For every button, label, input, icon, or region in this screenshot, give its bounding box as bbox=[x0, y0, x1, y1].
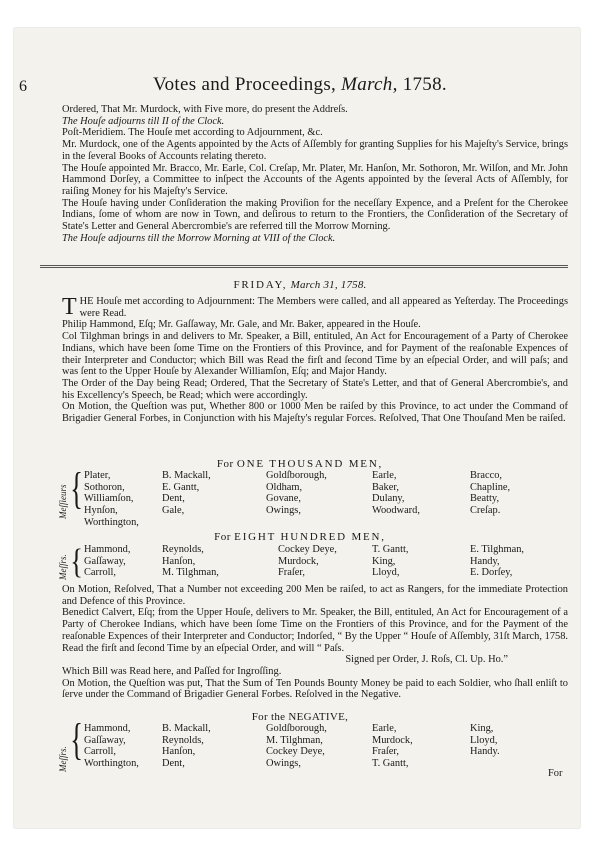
member-name: Dulany, bbox=[372, 493, 405, 505]
member-name: Carroll, bbox=[84, 746, 117, 758]
vote-column bbox=[372, 470, 420, 517]
vote-column bbox=[84, 470, 139, 529]
member-name: Owings, bbox=[266, 758, 301, 770]
paragraph: On Motion, the Queſtion was put, Whether 800 or 1000 Men be raiſed by this Province, to act under the Command of Brigadier General Forbes, in Conjunction with his Majeſty's regular Forces. Reſolved, That One Thouſand Men be raiſed. bbox=[62, 401, 568, 425]
paragraph: The Houſe adjourns till the Morrow Morning at VIII of the Clock. bbox=[62, 232, 336, 244]
member-name: Murdock, bbox=[372, 734, 413, 746]
vote-column bbox=[266, 723, 327, 770]
member-name: Fraſer, bbox=[278, 567, 305, 579]
vote-label: Meſſrs. bbox=[58, 554, 68, 580]
vote-heading-text: ONE THOUSAND MEN, bbox=[236, 458, 384, 470]
member-name: M. Tilghman, bbox=[162, 567, 219, 579]
member-name: King, bbox=[470, 723, 494, 734]
paragraph bbox=[62, 296, 568, 319]
member-name: Dent, bbox=[162, 493, 185, 505]
member-name: Lloyd, bbox=[372, 567, 400, 579]
drop-cap: T bbox=[62, 294, 77, 320]
vote-column bbox=[470, 470, 510, 517]
member-name: Carroll, bbox=[84, 567, 117, 579]
vote-heading-negative: For the NEGATIVE, bbox=[251, 711, 349, 723]
friday-section bbox=[62, 296, 568, 425]
member-name: Worthington, bbox=[84, 516, 139, 528]
paragraph: Philip Hammond, Eſq; Mr. Gaſſaway, Mr. Gale, and Mr. Baker, appeared in the Houſe. bbox=[62, 319, 421, 331]
top-section bbox=[62, 104, 568, 244]
title-text: Votes and Proceedings, bbox=[153, 74, 337, 95]
member-name: Lloyd, bbox=[470, 734, 498, 746]
paragraph: The Houſe having under Conſideration the making Proviſion for the neceſſary Expence, and a Preſent for the Cherokee Indians, ſome of whom are now in Town, and deſirous to return to the Frontiers, the Conſideration of the Secretary of State's Letter and General Abercrombie's are referred till the Morrow Morning. bbox=[62, 197, 568, 233]
vote-heading-text: EIGHT HUNDRED MEN, bbox=[234, 531, 386, 543]
member-name: Reynolds, bbox=[162, 544, 204, 555]
catchword: For bbox=[548, 768, 563, 779]
title-month: March, bbox=[341, 74, 398, 95]
member-name: Handy. bbox=[470, 746, 500, 758]
page-title bbox=[0, 74, 600, 96]
brace-icon: { bbox=[70, 715, 83, 764]
paragraph: The Houſe adjourns till II of the Clock. bbox=[62, 115, 225, 127]
vote-label: Meſſieurs bbox=[58, 484, 68, 519]
member-name: E. Gantt, bbox=[162, 481, 200, 493]
member-name: Fraſer, bbox=[372, 746, 399, 758]
vote-column bbox=[266, 470, 327, 517]
member-name: M. Tilghman, bbox=[266, 734, 323, 746]
member-name: B. Mackall, bbox=[162, 470, 211, 481]
member-name: Hammond, bbox=[84, 544, 131, 555]
member-name: Gale, bbox=[162, 505, 185, 517]
member-name: Goldſborough, bbox=[266, 470, 327, 481]
section-divider bbox=[40, 265, 568, 268]
paragraph: On Motion, the Queſtion was put, That the Sum of Ten Pounds Bounty Money be paid to each Soldier, who ſhall enliſt to ſerve under the Command of Brigadier General Forbes. Reſolved in the Negative. bbox=[62, 677, 568, 701]
member-name: B. Mackall, bbox=[162, 723, 211, 734]
member-name: Earle, bbox=[372, 723, 397, 734]
page-number: 6 bbox=[19, 78, 27, 95]
member-name: Earle, bbox=[372, 470, 397, 481]
vote-column bbox=[84, 544, 130, 579]
paragraph: The Order of the Day being Read; Ordered, That the Secretary of State's Letter, and that of General Abercrombie's, and his Excellency's Speech, be Read; which were accordingly. bbox=[62, 377, 568, 401]
paragraph: Benedict Calvert, Eſq; from the Upper Houſe, delivers to Mr. Speaker, the Bill, entituled, An Act for Encouragement of a Party of Cherokee Indians, which have been ſome Time on the Frontiers of this Province, and for the Payment of the reaſonable Expences of their Interpreter and Conductor; Indorſed, “ By the Upper “ Houſe of Aſſembly, 31ſt March, 1758. Read the firſt and ſecond Time by an eſpecial Order, and will “ Paſs. bbox=[62, 607, 568, 654]
middle-section bbox=[62, 584, 568, 701]
vote-column bbox=[162, 723, 211, 770]
paragraph: Which Bill was Read here, and Paſſed for Ingroſſing. bbox=[62, 665, 282, 677]
paragraph: Col Tilghman brings in and delivers to Mr. Speaker, a Bill, entituled, An Act for Encouragement of a Party of Cherokee Indians, which have been ſome Time on the Frontiers of this Province, and for Payment of the reaſonable Expences of their Interpreter and Conductor; which Bill was Read the firſt and ſecond Time by an eſpecial Order, and will paſs; and was ſent to the Upper Houſe by Alexander Williamſon, Eſq; and Major Handy. bbox=[62, 331, 568, 378]
day-date: March 31, 1758. bbox=[290, 279, 367, 291]
day-name: FRIDAY, bbox=[233, 279, 288, 291]
member-name: Sothoron, bbox=[84, 481, 125, 493]
paragraph: Poſt-Meridiem. The Houſe met according to Adjournment, &c. bbox=[62, 127, 323, 139]
member-name: E. Tilghman, bbox=[470, 544, 524, 555]
member-name: Cockey Deye, bbox=[278, 544, 337, 555]
vote-column bbox=[162, 470, 211, 517]
member-name: Hammond, bbox=[84, 723, 131, 734]
title-year: 1758. bbox=[402, 74, 447, 95]
day-heading bbox=[0, 279, 600, 291]
member-name: Hanſon, bbox=[162, 746, 196, 758]
vote-column bbox=[162, 544, 219, 579]
brace-icon: { bbox=[70, 464, 83, 513]
vote-column bbox=[470, 544, 524, 579]
member-name: E. Dorſey, bbox=[470, 567, 513, 579]
vote-column bbox=[278, 544, 337, 579]
vote-column bbox=[84, 723, 139, 770]
member-name: Beatty, bbox=[470, 493, 500, 505]
member-name: T. Gantt, bbox=[372, 544, 409, 555]
brace-icon: { bbox=[70, 542, 83, 582]
vote-label: Meſſrs. bbox=[58, 746, 68, 772]
member-name: Dent, bbox=[162, 758, 185, 770]
member-name: Hanſon, bbox=[162, 555, 196, 567]
member-name: Gaſſaway, bbox=[84, 555, 126, 567]
member-name: King, bbox=[372, 555, 396, 567]
vote-heading-prefix: For bbox=[216, 458, 234, 470]
vote-heading-thousand bbox=[0, 458, 600, 470]
member-name: Handy, bbox=[470, 555, 500, 567]
paragraph-text: HE Houſe met according to Adjournment: The Members were called, and all appeared as Yeſterday. The Proceedings were Read. bbox=[79, 296, 568, 319]
member-name: Chapline, bbox=[470, 481, 511, 493]
member-name: Govane, bbox=[266, 493, 301, 505]
member-name: T. Gantt, bbox=[372, 758, 409, 770]
member-name: Oldham, bbox=[266, 481, 303, 493]
vote-column bbox=[470, 723, 500, 758]
paragraph: Mr. Murdock, one of the Agents appointed by the Acts of Aſſembly for granting Supplies for his Majeſty's Service, brings in the ſeveral Books of Accounts relating thereto. bbox=[62, 139, 568, 162]
paragraph: On Motion, Reſolved, That a Number not exceeding 200 Men be raiſed, to act as Rangers, for the immediate Protection and Defence of this Province. bbox=[62, 584, 568, 607]
member-name: Bracco, bbox=[470, 470, 503, 481]
member-name: Owings, bbox=[266, 505, 301, 517]
member-name: Gaſſaway, bbox=[84, 734, 126, 746]
signature-line: Signed per Order, J. Roſs, Cl. Up. Ho.” bbox=[345, 654, 508, 666]
member-name: Woodward, bbox=[372, 505, 420, 517]
member-name: Williamſon, bbox=[84, 493, 134, 505]
member-name: Plater, bbox=[84, 470, 111, 481]
member-name: Hynſon, bbox=[84, 505, 118, 517]
member-name: Goldſborough, bbox=[266, 723, 327, 734]
vote-heading-prefix: For bbox=[214, 531, 231, 543]
member-name: Reynolds, bbox=[162, 734, 204, 746]
member-name: Cockey Deye, bbox=[266, 746, 325, 758]
paragraph: Ordered, That Mr. Murdock, with Five more, do present the Addreſs. bbox=[62, 104, 348, 115]
vote-column bbox=[372, 544, 408, 579]
member-name: Murdock, bbox=[278, 555, 319, 567]
vote-column bbox=[372, 723, 413, 770]
member-name: Creſap. bbox=[470, 505, 501, 517]
vote-heading-eight-hundred bbox=[0, 531, 600, 543]
member-name: Baker, bbox=[372, 481, 399, 493]
paragraph: The Houſe appointed Mr. Bracco, Mr. Earle, Col. Creſap, Mr. Plater, Mr. Hanſon, Mr. Sothoron, Mr. Wilſon, and Mr. John Hammond Dorſey, a Committee to inſpect the Accounts of the Agents appointed by the ſeveral Acts of Aſſembly, for raiſing Money for his Majeſty's Service. bbox=[62, 162, 568, 197]
member-name: Worthington, bbox=[84, 758, 139, 770]
